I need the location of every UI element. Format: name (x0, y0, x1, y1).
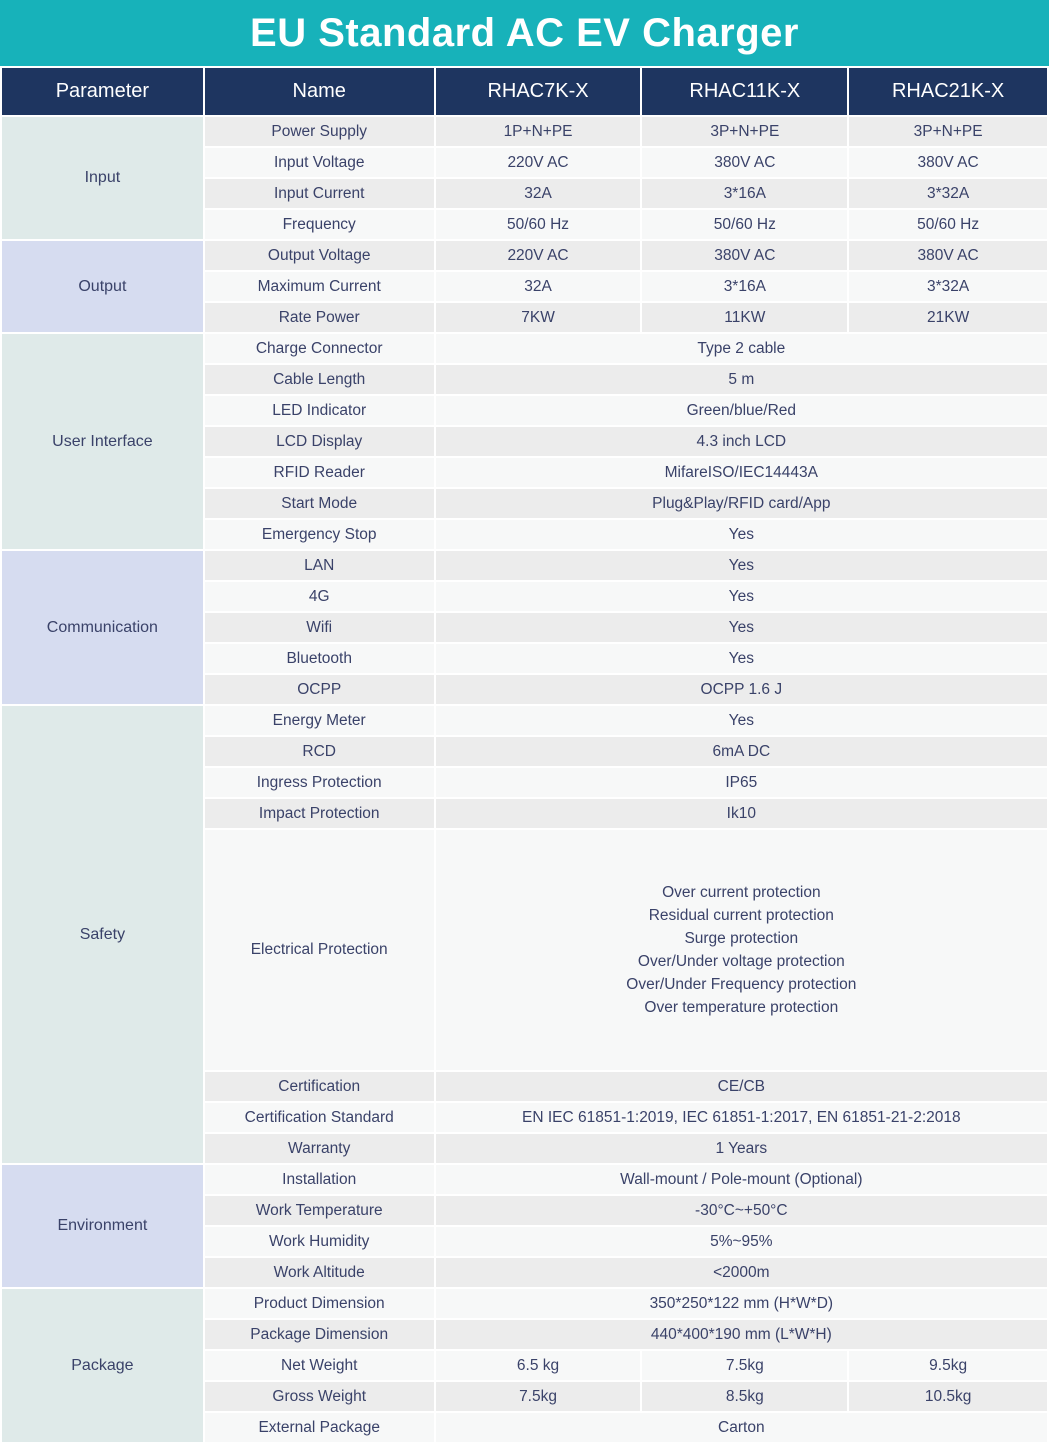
spec-value-cell-merged: Ik10 (436, 799, 1047, 828)
spec-value-cell-merged: Type 2 cable (436, 334, 1047, 363)
table-row (2, 334, 1047, 363)
spec-value-cell: 3P+N+PE (849, 117, 1047, 146)
spec-name-cell-certification: Certification (205, 1072, 434, 1101)
spec-table-body (2, 117, 1047, 1442)
spec-name-cell-input-current: Input Current (205, 179, 434, 208)
spec-value-cell-merged: 6mA DC (436, 737, 1047, 766)
spec-value-cell-merged: 350*250*122 mm (H*W*D) (436, 1289, 1047, 1318)
table-row (2, 241, 1047, 270)
spec-value-cell: 220V AC (436, 241, 641, 270)
spec-name-cell-wifi: Wifi (205, 613, 434, 642)
spec-value-cell-merged: Yes (436, 644, 1047, 673)
param-group-cell-output: Output (2, 241, 203, 332)
spec-value-cell: 21KW (849, 303, 1047, 332)
spec-value-cell: 7.5kg (642, 1351, 847, 1380)
spec-value-cell-merged (436, 830, 1047, 1070)
column-header-model-rhac11k: RHAC11K-X (642, 68, 847, 115)
spec-table (0, 66, 1049, 1444)
spec-name-cell-product-dimension: Product Dimension (205, 1289, 434, 1318)
spec-name-cell-external-package: External Package (205, 1413, 434, 1442)
spec-value-cell-merged: -30°C~+50°C (436, 1196, 1047, 1225)
param-group-cell-input: Input (2, 117, 203, 239)
spec-value-cell: 9.5kg (849, 1351, 1047, 1380)
param-group-cell-environment: Environment (2, 1165, 203, 1287)
spec-name-cell-ocpp: OCPP (205, 675, 434, 704)
spec-name-cell-impact-protection: Impact Protection (205, 799, 434, 828)
spec-name-cell-led-indicator: LED Indicator (205, 396, 434, 425)
param-group-cell-safety: Safety (2, 706, 203, 1163)
spec-name-cell-power-supply: Power Supply (205, 117, 434, 146)
spec-value-cell-merged: MifareISO/IEC14443A (436, 458, 1047, 487)
spec-value-cell: 220V AC (436, 148, 641, 177)
param-group-cell-communication: Communication (2, 551, 203, 704)
spec-value-cell: 32A (436, 272, 641, 301)
spec-name-cell-work-altitude: Work Altitude (205, 1258, 434, 1287)
spec-value-cell: 8.5kg (642, 1382, 847, 1411)
page-title-bar (0, 0, 1049, 66)
spec-name-cell-work-temperature: Work Temperature (205, 1196, 434, 1225)
spec-name-cell-rfid-reader: RFID Reader (205, 458, 434, 487)
spec-name-cell-rate-power: Rate Power (205, 303, 434, 332)
spec-value-cell-merged: 5 m (436, 365, 1047, 394)
spec-name-cell-net-weight: Net Weight (205, 1351, 434, 1380)
spec-value-cell: 50/60 Hz (642, 210, 847, 239)
spec-value-cell: 3*32A (849, 179, 1047, 208)
param-group-cell-user-interface: User Interface (2, 334, 203, 549)
column-header-name: Name (205, 68, 434, 115)
spec-value-cell-merged: Yes (436, 706, 1047, 735)
spec-value-cell: 50/60 Hz (849, 210, 1047, 239)
table-row (2, 1165, 1047, 1194)
spec-name-cell-energy-meter: Energy Meter (205, 706, 434, 735)
spec-value-cell: 7.5kg (436, 1382, 641, 1411)
spec-value-cell: 3P+N+PE (642, 117, 847, 146)
spec-value-cell: 32A (436, 179, 641, 208)
spec-value-cell-merged: <2000m (436, 1258, 1047, 1287)
spec-name-cell-cable-length: Cable Length (205, 365, 434, 394)
spec-value-cell-merged: 440*400*190 mm (L*W*H) (436, 1320, 1047, 1349)
spec-name-cell-installation: Installation (205, 1165, 434, 1194)
protection-line: Over temperature protection (644, 999, 839, 1016)
protection-line: Residual current protection (648, 907, 834, 924)
spec-value-cell-merged: Carton (436, 1413, 1047, 1442)
spec-value-cell-merged: OCPP 1.6 J (436, 675, 1047, 704)
spec-value-cell: 1P+N+PE (436, 117, 641, 146)
spec-name-cell-maximum-current: Maximum Current (205, 272, 434, 301)
table-row (2, 551, 1047, 580)
spec-value-cell-merged: 1 Years (436, 1134, 1047, 1163)
spec-name-cell-charge-connector: Charge Connector (205, 334, 434, 363)
protection-line: Over current protection (662, 884, 821, 901)
table-row (2, 1289, 1047, 1318)
spec-name-cell-electrical-protection: Electrical Protection (205, 830, 434, 1070)
spec-value-cell-merged: Yes (436, 520, 1047, 549)
protection-line: Over/Under voltage protection (637, 953, 845, 970)
spec-name-cell-emergency-stop: Emergency Stop (205, 520, 434, 549)
spec-value-cell: 50/60 Hz (436, 210, 641, 239)
table-header-row (2, 68, 1047, 115)
spec-value-cell-merged: CE/CB (436, 1072, 1047, 1101)
spec-value-cell-merged: Wall-mount / Pole-mount (Optional) (436, 1165, 1047, 1194)
protection-line: Over/Under Frequency protection (626, 976, 857, 993)
spec-name-cell-4g: 4G (205, 582, 434, 611)
spec-value-cell-merged: EN IEC 61851-1:2019, IEC 61851-1:2017, EN 61851-21-2:2018 (436, 1103, 1047, 1132)
spec-name-cell-work-humidity: Work Humidity (205, 1227, 434, 1256)
page-title: EU Standard AC EV Charger (250, 10, 799, 55)
spec-value-cell: 380V AC (642, 241, 847, 270)
spec-value-cell: 11KW (642, 303, 847, 332)
spec-value-cell: 10.5kg (849, 1382, 1047, 1411)
protection-line: Surge protection (684, 930, 799, 947)
spec-value-cell: 3*16A (642, 272, 847, 301)
spec-name-cell-bluetooth: Bluetooth (205, 644, 434, 673)
table-row (2, 117, 1047, 146)
spec-value-cell-merged: Plug&Play/RFID card/App (436, 489, 1047, 518)
spec-value-cell: 380V AC (849, 148, 1047, 177)
spec-name-cell-input-voltage: Input Voltage (205, 148, 434, 177)
spec-value-cell-merged: IP65 (436, 768, 1047, 797)
spec-name-cell-ingress-protection: Ingress Protection (205, 768, 434, 797)
spec-value-cell: 7KW (436, 303, 641, 332)
column-header-parameter: Parameter (2, 68, 203, 115)
spec-value-cell-merged: Green/blue/Red (436, 396, 1047, 425)
spec-value-cell: 380V AC (642, 148, 847, 177)
spec-value-cell: 6.5 kg (436, 1351, 641, 1380)
spec-name-cell-lcd-display: LCD Display (205, 427, 434, 456)
column-header-model-rhac21k: RHAC21K-X (849, 68, 1047, 115)
spec-value-cell: 380V AC (849, 241, 1047, 270)
spec-value-cell-merged: 5%~95% (436, 1227, 1047, 1256)
spec-name-cell-rcd: RCD (205, 737, 434, 766)
spec-name-cell-frequency: Frequency (205, 210, 434, 239)
spec-name-cell-certification-standard: Certification Standard (205, 1103, 434, 1132)
spec-value-cell: 3*16A (642, 179, 847, 208)
spec-value-cell-merged: Yes (436, 582, 1047, 611)
spec-name-cell-lan: LAN (205, 551, 434, 580)
spec-value-cell-merged: Yes (436, 551, 1047, 580)
spec-name-cell-warranty: Warranty (205, 1134, 434, 1163)
spec-value-cell: 3*32A (849, 272, 1047, 301)
spec-name-cell-output-voltage: Output Voltage (205, 241, 434, 270)
spec-name-cell-gross-weight: Gross Weight (205, 1382, 434, 1411)
spec-name-cell-package-dimension: Package Dimension (205, 1320, 434, 1349)
spec-value-cell-merged: Yes (436, 613, 1047, 642)
spec-value-cell-merged: 4.3 inch LCD (436, 427, 1047, 456)
param-group-cell-package: Package (2, 1289, 203, 1442)
column-header-model-rhac7k: RHAC7K-X (436, 68, 641, 115)
table-row (2, 706, 1047, 735)
spec-name-cell-start-mode: Start Mode (205, 489, 434, 518)
